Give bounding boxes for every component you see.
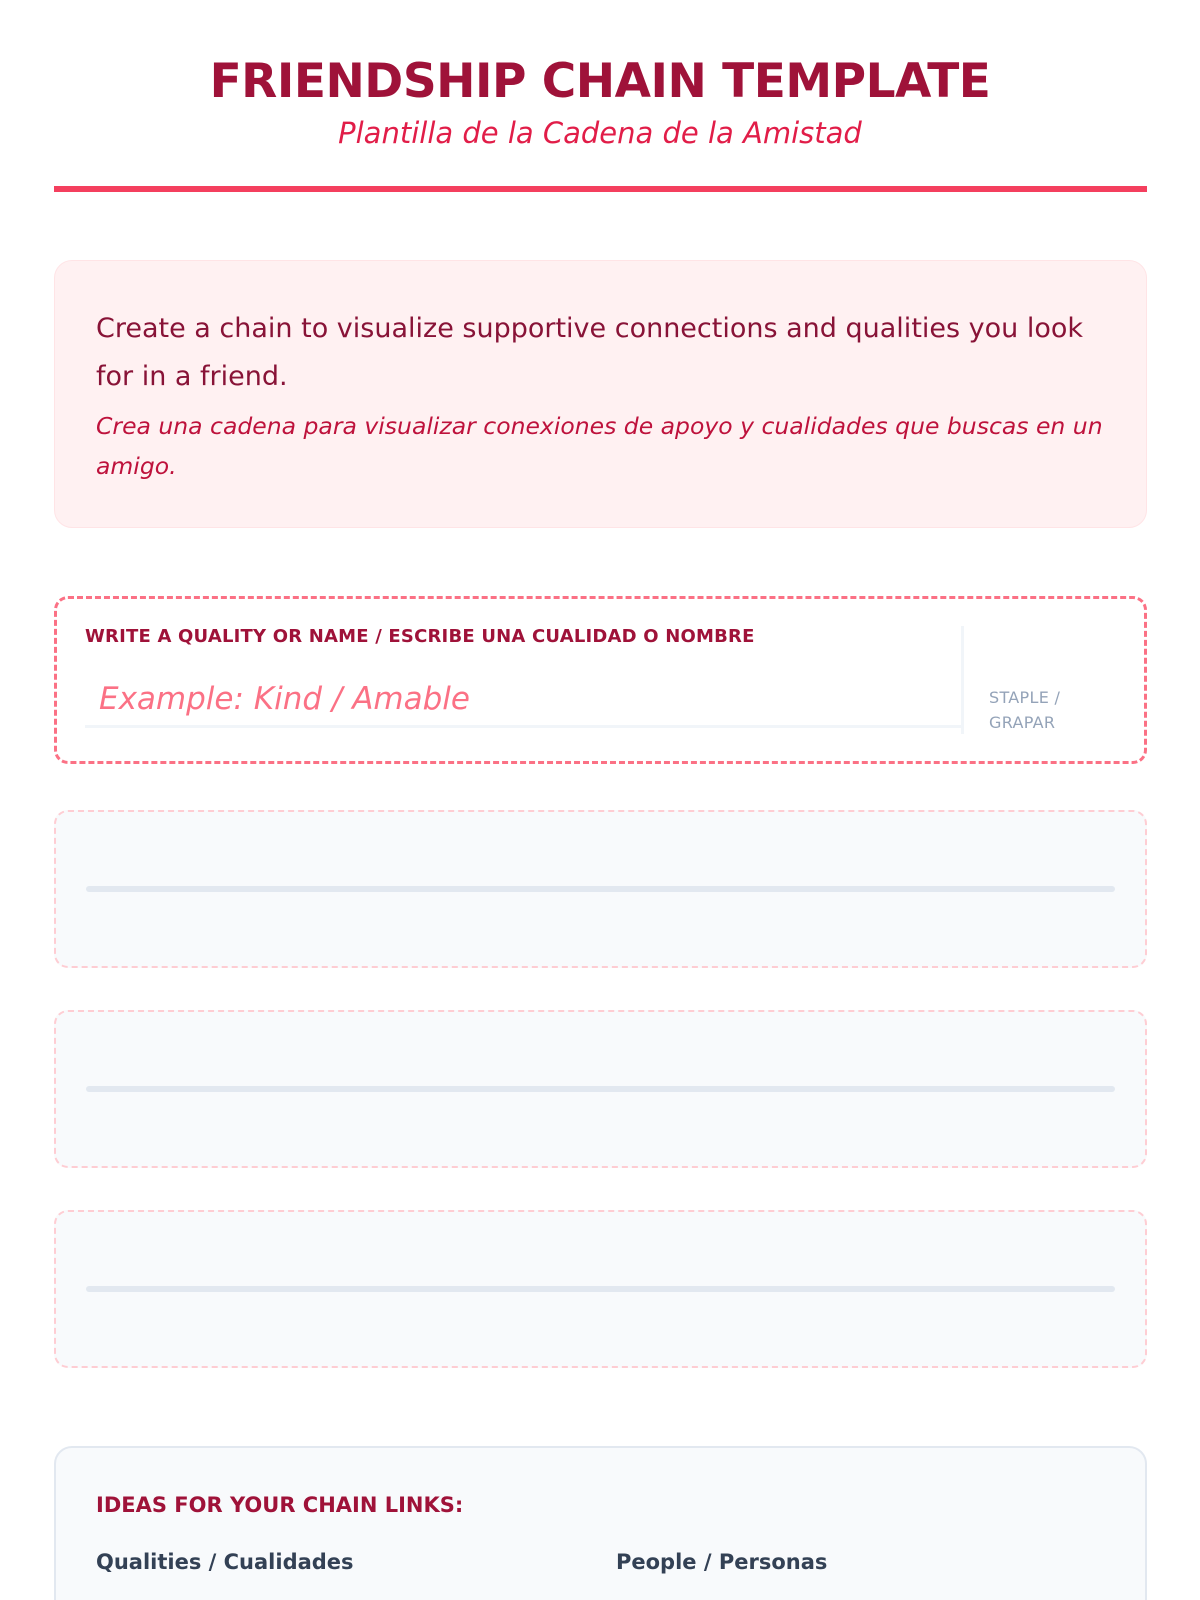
empty-chain-link[interactable] (54, 1210, 1147, 1368)
empty-chain-link[interactable] (54, 1010, 1147, 1168)
empty-chain-link[interactable] (54, 810, 1147, 968)
write-line (86, 1086, 1115, 1092)
intro-card (54, 260, 1147, 528)
ideas-card (54, 1446, 1147, 1600)
chain-link-card (54, 596, 1147, 764)
chain-link-field-area (85, 626, 964, 734)
page-title: FRIENDSHIP CHAIN TEMPLATE (209, 54, 991, 109)
page-header (0, 0, 1200, 153)
ideas-heading: IDEAS FOR YOUR CHAIN LINKS: (96, 1493, 464, 1517)
write-line (86, 1286, 1115, 1292)
ideas-column-people: People / Personas (616, 1550, 828, 1574)
page-subtitle: Plantilla de la Cadena de la Amistad (338, 116, 862, 150)
chain-link-label: WRITE A QUALITY OR NAME / ESCRIBE UNA CUALIDAD O NOMBRE (85, 626, 755, 647)
chain-link-input[interactable] (85, 672, 961, 728)
write-line (86, 886, 1115, 892)
intro-text-english: Create a chain to visualize supportive connections and qualities you look for in a friend. (96, 313, 1084, 392)
staple-hint: STAPLE / GRAPAR (989, 688, 1061, 732)
intro-text-spanish: Crea una cadena para visualizar conexiones de apoyo y cualidades que buscas en un amigo. (96, 412, 1103, 480)
header-divider (54, 186, 1147, 192)
ideas-column-qualities: Qualities / Cualidades (96, 1550, 354, 1574)
